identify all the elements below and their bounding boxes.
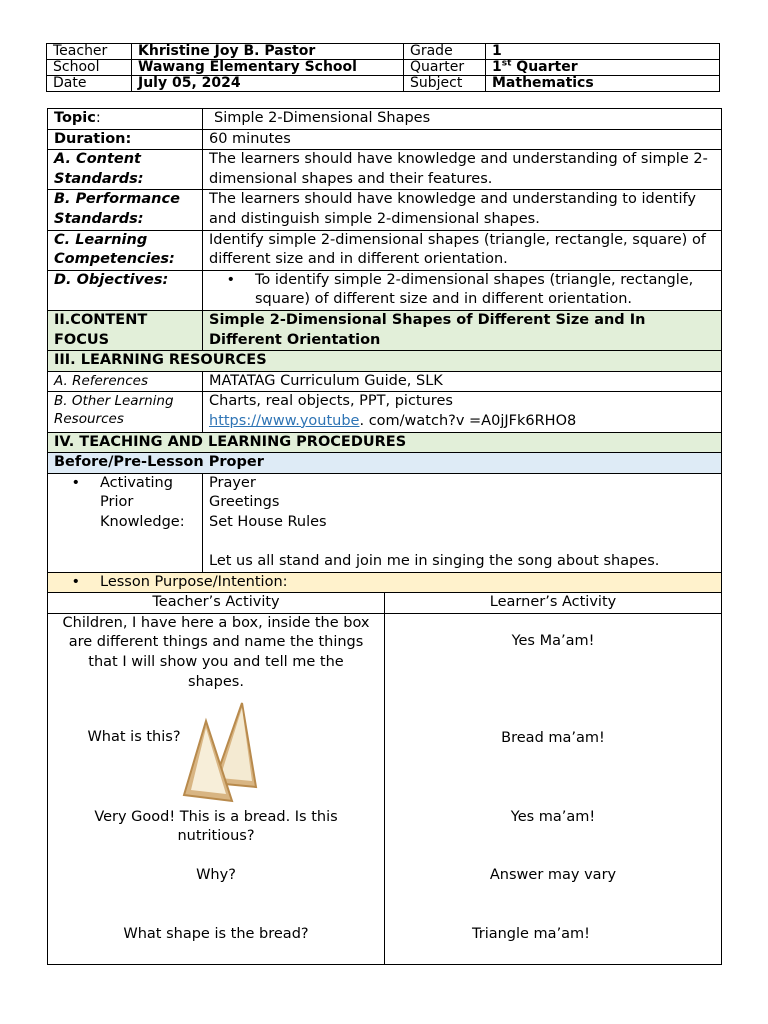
grade-value: 1 (486, 44, 720, 60)
school-value: Wawang Elementary School (132, 60, 404, 76)
objectives-value-cell (203, 270, 722, 310)
activity-header-row (48, 593, 722, 614)
pre-lesson-heading-row (48, 453, 722, 474)
content-focus-row (48, 310, 722, 350)
learner-line: Triangle ma’am! (472, 925, 590, 942)
resources-heading-row (48, 351, 722, 372)
header-row-date (47, 76, 720, 92)
activity-body-row (48, 613, 722, 964)
objectives-bullet-item (209, 271, 715, 310)
youtube-link-line (209, 412, 715, 432)
spacer (209, 532, 715, 552)
bread-triangle-icon (182, 701, 260, 811)
duration-label: Duration: (48, 129, 203, 150)
content-focus-value: Simple 2-Dimensional Shapes of Different Size and In Different Orientation (203, 310, 722, 350)
learner-line: Answer may vary (489, 866, 617, 883)
purpose-bullet: • (71, 573, 80, 590)
teacher-line-verygood: Very Good! This is a bread. Is this nutritious? (94, 808, 338, 845)
pre-lesson-heading: Before/Pre-Lesson Proper (48, 453, 722, 474)
activating-row (48, 473, 722, 572)
procedures-heading: IV. TEACHING AND LEARNING PROCEDURES (48, 432, 722, 453)
content-standards-value: The learners should have knowledge and understanding of simple 2-dimensional shapes and their features. (203, 150, 722, 190)
quarter-suffix: st (501, 58, 512, 69)
teacher-value: Khristine Joy B. Pastor (132, 44, 404, 60)
quarter-value (486, 60, 720, 76)
objectives-row (48, 270, 722, 310)
content-standards-label: A. Content Standards: (48, 150, 203, 190)
other-resources-value: Charts, real objects, PPT, pictures (209, 393, 453, 410)
teacher-activity-cell (48, 613, 385, 964)
purpose-bullet-item (54, 573, 715, 593)
objectives-value: To identify simple 2-dimensional shapes (triangle, rectangle, square) of different size and in different orientation. (255, 271, 694, 308)
youtube-link[interactable]: https://www.youtube (209, 412, 360, 429)
activating-label: Activating Prior Knowledge: (100, 474, 185, 530)
references-label: A. References (48, 371, 203, 392)
other-resources-row (48, 392, 722, 432)
topic-label-cell (48, 109, 203, 130)
duration-value: 60 minutes (203, 129, 722, 150)
references-value: MATATAG Curriculum Guide, SLK (203, 371, 722, 392)
date-label: Date (47, 76, 132, 92)
teacher-line-intro: Children, I have here a box, inside the box are different things and name the things that I will show you and tell me the shapes. (62, 614, 370, 690)
content-focus-label: II.CONTENT FOCUS (48, 310, 203, 350)
grade-label: Grade (404, 44, 486, 60)
performance-standards-label: B. Performance Standards: (48, 190, 203, 230)
activating-line: Prayer (209, 474, 256, 491)
purpose-cell (48, 572, 722, 593)
teacher-line-what: What is this? (87, 728, 181, 745)
teacher-line-why: Why? (196, 866, 236, 883)
resources-heading: III. LEARNING RESOURCES (48, 351, 722, 372)
learner-line: Yes Ma’am! (511, 632, 595, 649)
activating-line: Greetings (209, 494, 280, 511)
competencies-value: Identify simple 2-dimensional shapes (triangle, rectangle, square) of different size and in different orientation. (203, 230, 722, 270)
teacher-label: Teacher (47, 44, 132, 60)
header-table (46, 43, 720, 92)
activating-lines (203, 473, 722, 572)
activating-line: Let us all stand and join me in singing the song about shapes. (209, 553, 660, 570)
performance-standards-row (48, 190, 722, 230)
duration-row (48, 129, 722, 150)
purpose-row (48, 572, 722, 593)
quarter-label: Quarter (404, 60, 486, 76)
header-row-school (47, 60, 720, 76)
other-resources-cell (203, 392, 722, 432)
topic-label: Topic (54, 110, 96, 126)
topic-colon: : (95, 110, 101, 126)
learner-activity-cell (385, 613, 722, 964)
topic-value: Simple 2-Dimensional Shapes (203, 109, 722, 130)
topic-row (48, 109, 722, 130)
activating-bullet-item (54, 474, 196, 533)
competencies-label: C. Learning Competencies: (48, 230, 203, 270)
subject-value: Mathematics (486, 76, 720, 92)
learner-activity-header: Learner’s Activity (385, 593, 722, 614)
objectives-label: D. Objectives: (48, 270, 203, 310)
teacher-activity-header: Teacher’s Activity (48, 593, 385, 614)
learner-line: Bread ma’am! (501, 729, 605, 746)
references-row (48, 371, 722, 392)
school-label: School (47, 60, 132, 76)
teacher-line-shape: What shape is the bread? (123, 925, 309, 942)
header-row-teacher (47, 44, 720, 60)
activating-line: Set House Rules (209, 513, 327, 530)
learner-line: Yes ma’am! (510, 808, 596, 825)
content-standards-row (48, 150, 722, 190)
other-resources-label: B. Other Learning Resources (48, 392, 203, 432)
quarter-number: 1 (492, 59, 502, 75)
date-value: July 05, 2024 (132, 76, 404, 92)
performance-standards-value: The learners should have knowledge and understanding to identify and distinguish simple 2-dimensional shapes. (203, 190, 722, 230)
subject-label: Subject (404, 76, 486, 92)
activating-bullet: • (71, 474, 80, 491)
procedures-heading-row (48, 432, 722, 453)
lesson-plan-table (47, 108, 722, 965)
competencies-row (48, 230, 722, 270)
objectives-bullet: • (226, 271, 235, 288)
quarter-word: Quarter (511, 59, 578, 75)
purpose-label: Lesson Purpose/Intention: (100, 573, 288, 590)
youtube-link-rest: . com/watch?v =A0jJFk6RHO8 (359, 412, 577, 429)
activating-label-cell (48, 473, 203, 572)
